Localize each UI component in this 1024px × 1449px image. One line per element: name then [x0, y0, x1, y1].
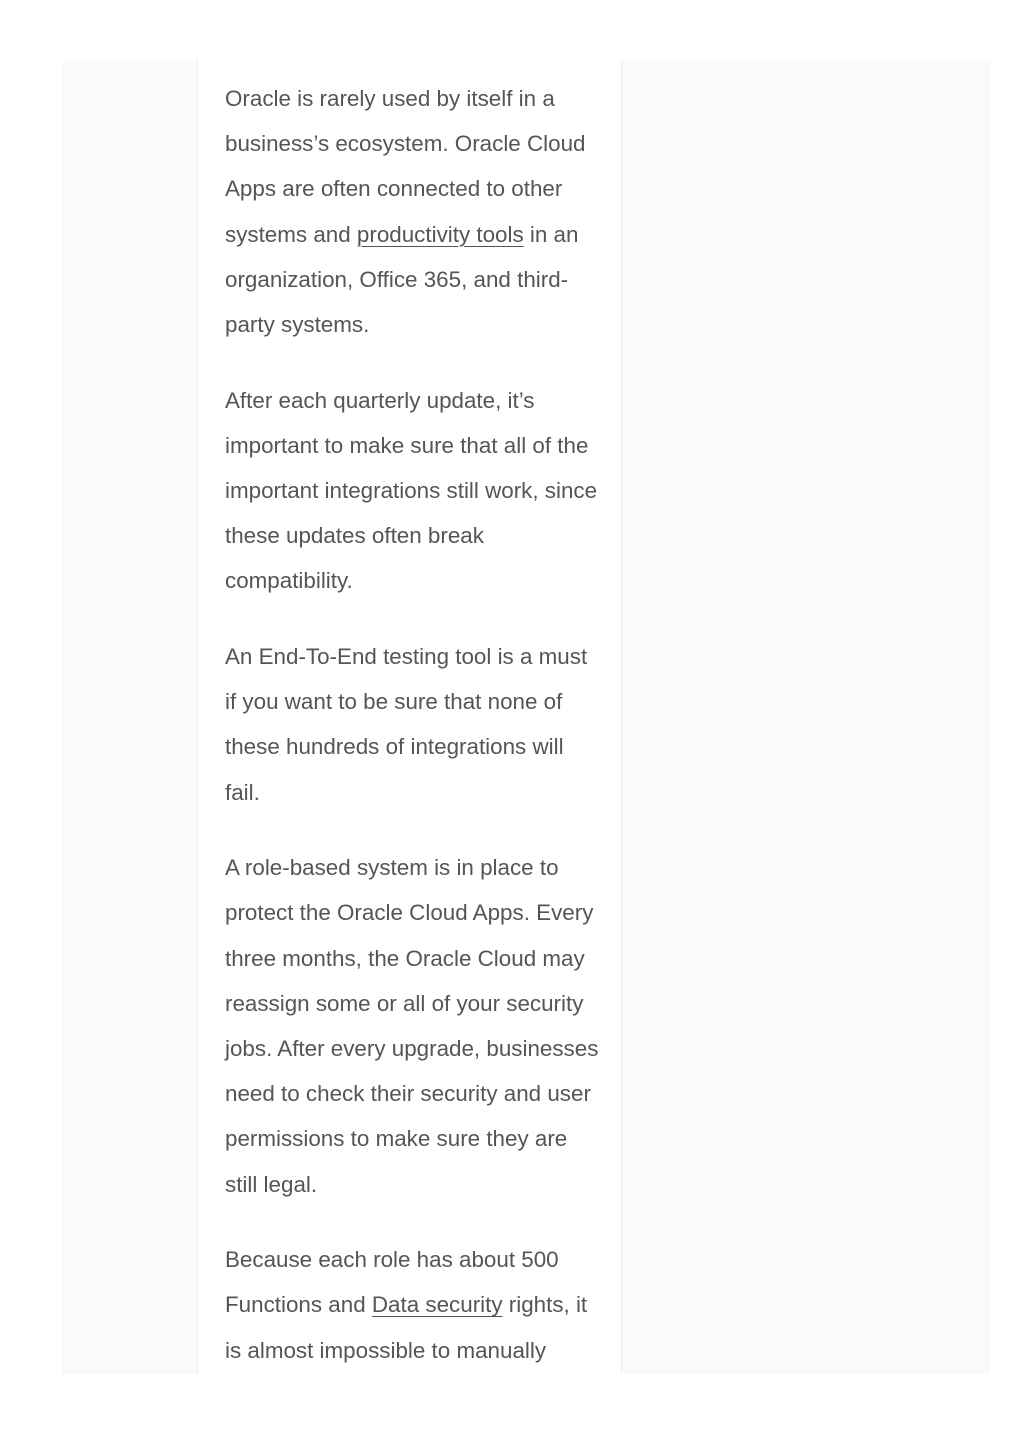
paragraph-text: in an organization, Office 365, and third-party systems.	[225, 221, 579, 338]
left-gutter	[62, 60, 197, 1374]
paragraph-integrations	[225, 76, 603, 347]
productivity-tools-link[interactable]: productivity tools	[356, 221, 524, 247]
paragraph-text: Oracle is rarely used by itself in a business’s ecosystem. Oracle Cloud Apps are often connected to other systems and	[225, 86, 586, 247]
paragraph-role-based-security: A role-based system is in place to protect the Oracle Cloud Apps. Every three months, the Oracle Cloud may reassign some or all of your security jobs. After every upgrade, businesses need to check their security and user permissions to make sure they are still legal.	[225, 855, 599, 1197]
article-body	[225, 76, 603, 1403]
right-sidebar	[623, 60, 990, 1374]
paragraph-quarterly-update: After each quarterly update, it’s important to make sure that all of the important integrations still work, since these updates often break compatibility.	[225, 387, 598, 594]
paragraph-text: rights, it is almost impossible to manually	[225, 1292, 588, 1363]
paragraph-text: Because each role has about 500 Functions and	[225, 1247, 559, 1318]
paragraph-functions-data-security	[225, 1237, 603, 1373]
paragraph-end-to-end-testing: An End-To-End testing tool is a must if you want to be sure that none of these hundreds of integrations will fail.	[225, 644, 588, 805]
data-security-link[interactable]: Data security	[371, 1292, 503, 1318]
